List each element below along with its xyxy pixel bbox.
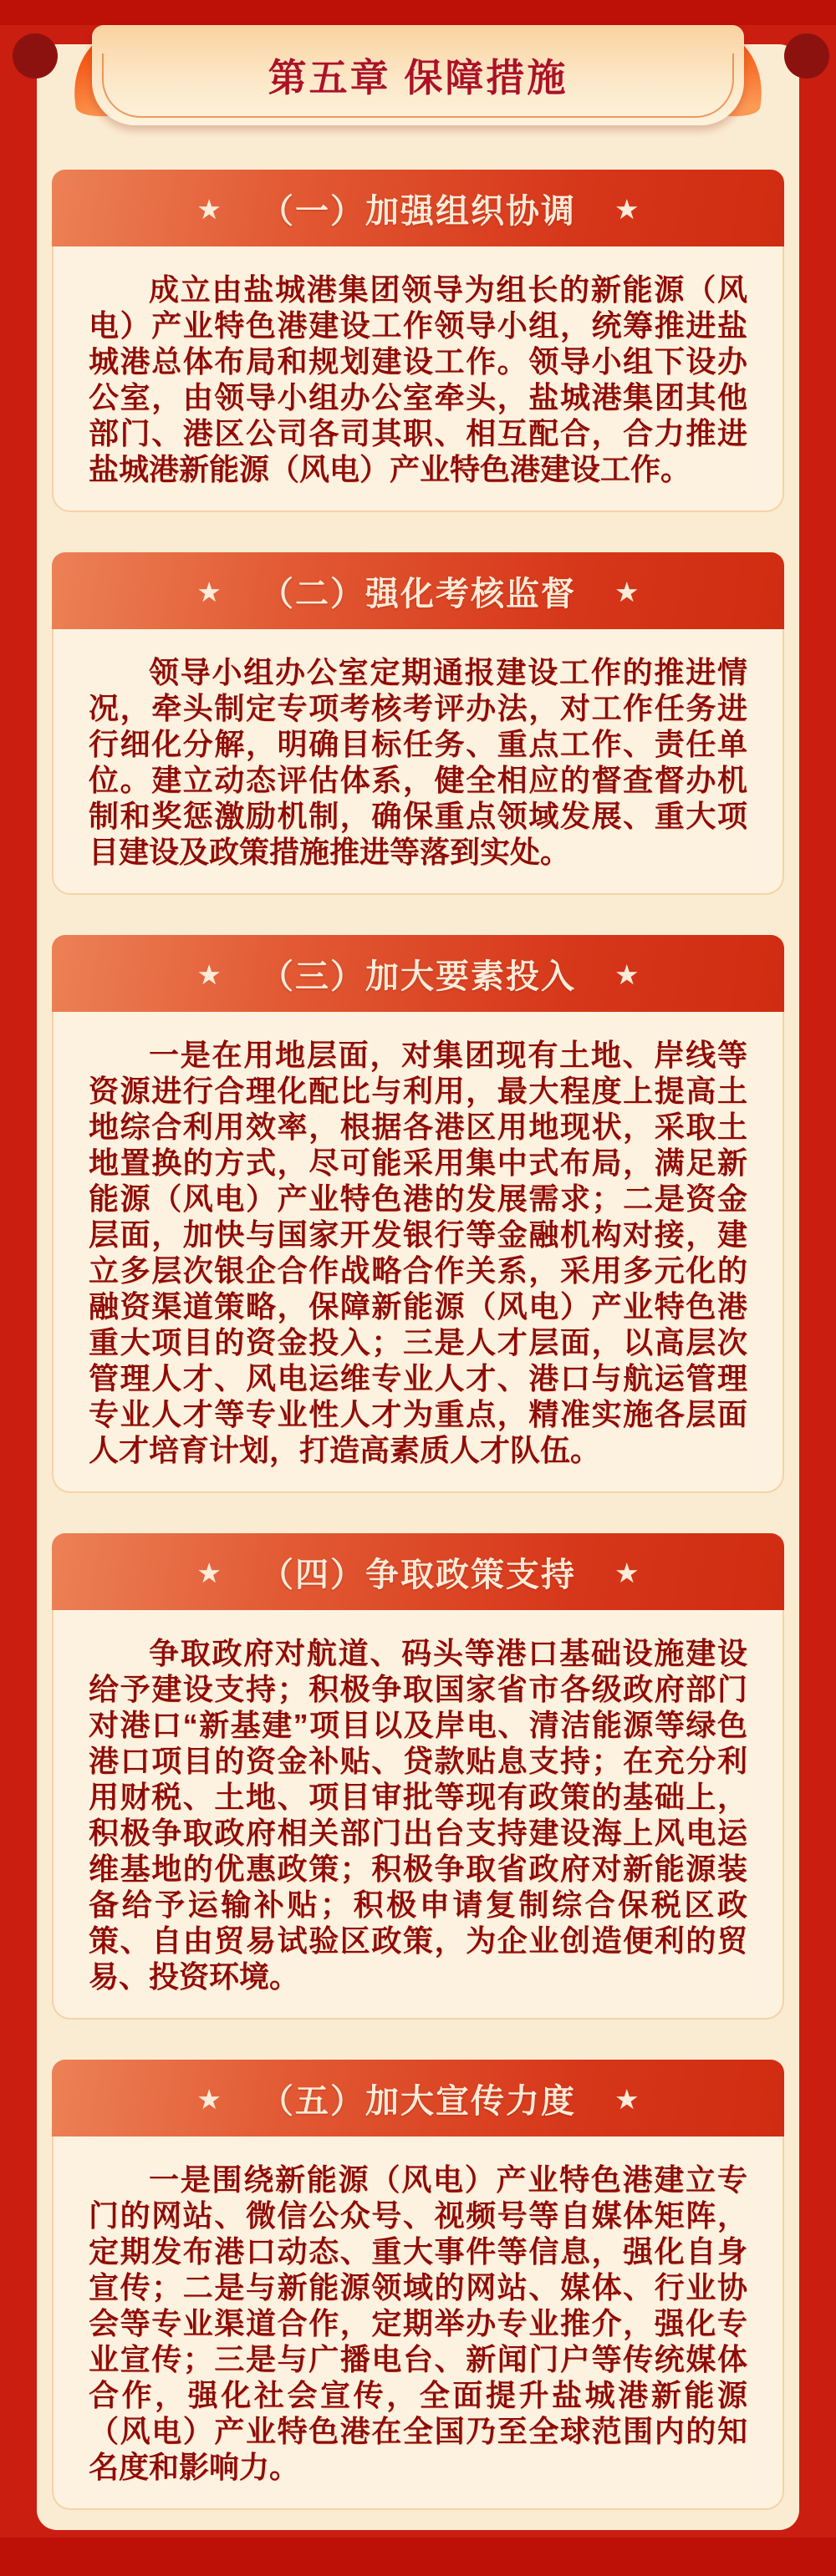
star-icon: ★ [614, 2083, 640, 2115]
section-header-4 [52, 1533, 784, 1610]
star-icon: ★ [614, 1557, 640, 1588]
star-icon: ★ [614, 576, 640, 607]
star-icon: ★ [196, 2083, 222, 2115]
star-icon: ★ [196, 1557, 222, 1588]
content-panel [37, 44, 799, 2530]
section-header-3 [52, 935, 784, 1012]
section-heading: （四）争取政策支持 [260, 1556, 576, 1593]
top-bar [0, 0, 836, 25]
section-card-5 [52, 2060, 784, 2510]
section-body [52, 246, 784, 512]
section-heading: （五）加大宣传力度 [260, 2082, 576, 2120]
page-title: 第五章 保障措施 [268, 56, 568, 99]
corner-dot-right [784, 33, 829, 79]
bottom-bar [0, 2538, 836, 2576]
section-body [52, 629, 784, 895]
star-icon: ★ [614, 193, 640, 225]
star-icon: ★ [196, 193, 222, 225]
section-heading: （一）加强组织协调 [260, 192, 576, 230]
banner-body [92, 25, 744, 125]
section-body [52, 2137, 784, 2510]
star-icon: ★ [614, 958, 640, 990]
section-text: 争取政府对航道、码头等港口基础设施建设给予建设支持；积极争取国家省市各级政府部门对港口“新基建”项目以及岸电、清洁能源等绿色港口项目的资金补贴、贷款贴息支持；在充分利用财税、土地、项目审批等现有政策的基础上，积极争取政府相关部门出台支持建设海上风电运维基地的优惠政策；积极争取省政府对新能源装备给予运输补贴；积极申请复制综合保税区政策、自由贸易试验区政策，为企业创造便利的贸易、投资环境。 [89, 1636, 747, 1994]
section-header-5 [52, 2060, 784, 2137]
section-text: 成立由盐城港集团领导为组长的新能源（风电）产业特色港建设工作领导小组，统筹推进盐城港总体布局和规划建设工作。领导小组下设办公室，由领导小组办公室牵头，盐城港集团其他部门、港区公司各司其职、相互配合，合力推进盐城港新能源（风电）产业特色港建设工作。 [89, 272, 747, 486]
chapter-banner [92, 25, 744, 125]
section-text: 一是围绕新能源（风电）产业特色港建立专门的网站、微信公众号、视频号等自媒体矩阵，定期发布港口动态、重大事件等信息，强化自身宣传；二是与新能源领域的网站、媒体、行业协会等专业渠道合作，定期举办专业推介，强化专业宣传；三是与广播电台、新闻门户等传统媒体合作，强化社会宣传，全面提升盐城港新能源（风电）产业特色港在全国乃至全球范围内的知名度和影响力。 [89, 2162, 747, 2484]
section-header-2 [52, 552, 784, 629]
section-card-4 [52, 1533, 784, 2020]
section-text: 一是在用地层面，对集团现有土地、岸线等资源进行合理化配比与利用，最大程度上提高土地综合利用效率，根据各港区用地现状，采取土地置换的方式，尽可能采用集中式布局，满足新能源（风电）产业特色港的发展需求；二是资金层面，加快与国家开发银行等金融机构对接，建立多层次银企合作战略合作关系，采用多元化的融资渠道策略，保障新能源（风电）产业特色港重大项目的资金投入；三是人才层面，以高层次管理人才、风电运维专业人才、港口与航运管理专业人才等专业性人才为重点，精准实施各层面人才培育计划，打造高素质人才队伍。 [89, 1038, 747, 1467]
section-header-1 [52, 170, 784, 246]
section-heading: （三）加大要素投入 [260, 958, 576, 995]
section-body [52, 1012, 784, 1493]
corner-dot-left [13, 33, 58, 79]
section-heading: （二）强化考核监督 [260, 575, 576, 612]
star-icon: ★ [196, 576, 222, 607]
section-text: 领导小组办公室定期通报建设工作的推进情况，牵头制定专项考核考评办法，对工作任务进行细化分解，明确目标任务、重点工作、责任单位。建立动态评估体系，健全相应的督查督办机制和奖惩激励机制，确保重点领域发展、重大项目建设及政策措施推进等落到实处。 [89, 655, 747, 869]
section-card-2 [52, 552, 784, 895]
section-body [52, 1610, 784, 2020]
section-card-3 [52, 935, 784, 1493]
section-card-1 [52, 170, 784, 512]
star-icon: ★ [196, 958, 222, 990]
